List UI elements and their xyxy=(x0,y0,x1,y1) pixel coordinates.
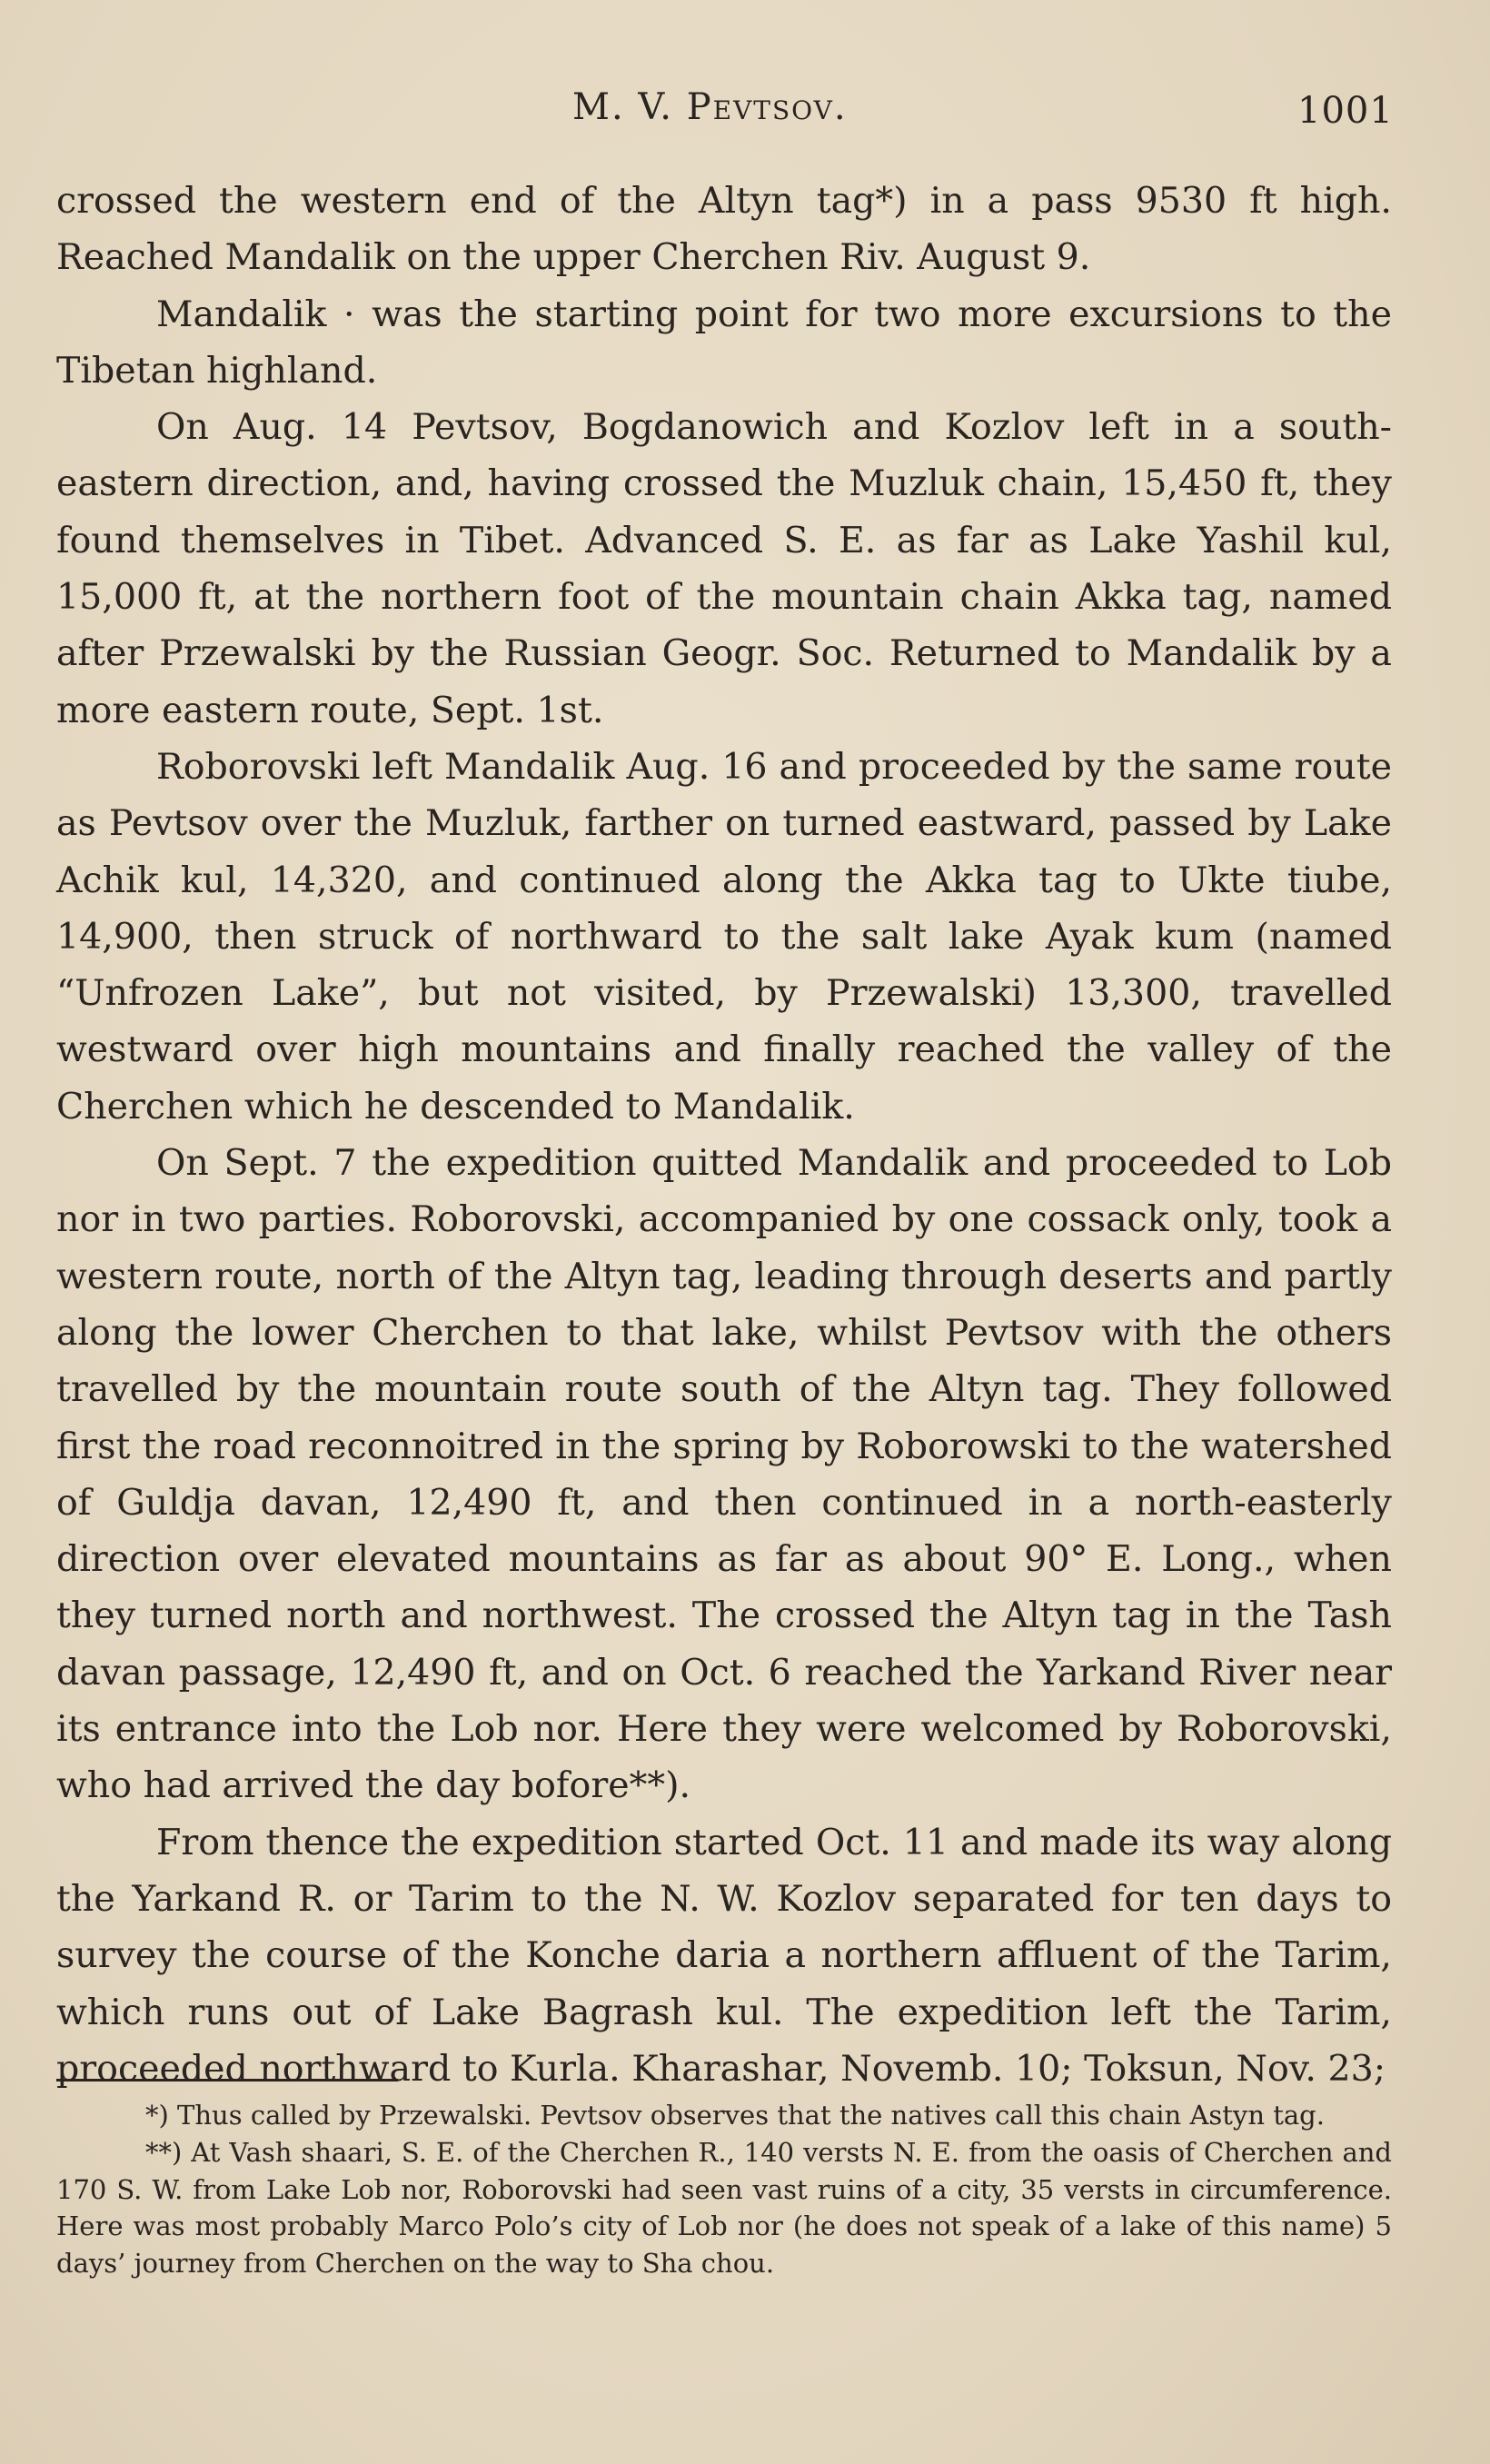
footnote: **) At Vash shaari, S. E. of the Cherchen R., 140 versts N. E. from the oasis of Cherchen and 170 S. W. from Lake Lob nor, Roborovski had seen vast ruins of a city, 35 versts in circumference. Here was most probably Marco Polo’s city of Lob nor (he does not speak of a lake of this name) 5 days’ journey from Cherchen on the way to Sha chou. xyxy=(56,2136,1392,2280)
paragraph: On Sept. 7 the expedition quitted Mandalik and proceeded to Lob nor in two parties. Roborovski, accompanied by one cossack only, took a western route, north of the Altyn tag, leading through deserts and partly along the lower Cherchen to that lake, whilst Pevtsov with the others travelled by the mountain route south of the Altyn tag. They followed first the road reconnoitred in the spring by Roborowski to the watershed of Guldja davan, 12,490 ft, and then continued in a north-easterly direction over elevated mountains as far as about 90° E. Long., when they turned north and northwest. The crossed the Altyn tag in the Tash davan passage, 12,490 ft, and on Oct. 6 reached the Yarkand River near its entrance into the Lob nor. Here they were welcomed by Roborovski, who had arrived the day bofore**). xyxy=(56,1142,1392,1807)
paragraph-continuation: crossed the western end of the Altyn tag*) in a pass 9530 ft high. Reached Mandalik on the upper Cherchen Riv. August 9. xyxy=(56,180,1392,279)
paragraph: Mandalik · was the starting point for two more excursions to the Tibetan highland. xyxy=(56,293,1392,392)
footnotes xyxy=(56,2097,1392,2282)
page-header xyxy=(0,86,1490,141)
footnote-divider xyxy=(56,2079,398,2081)
paragraph: From thence the expedition started Oct. 11 and made its way along the Yarkand R. or Tarim to the N. W. Kozlov separated for ten days to survey the course of the Konche daria a northern affluent of the Tarim, which runs out of Lake Bagrash kul. The expedition left the Tarim, proceeded northward to Kurla. Kharashar, Novemb. 10; Toksun, Nov. 23; xyxy=(56,1821,1392,2090)
running-head: M. V. Pevtsov. xyxy=(572,86,848,128)
page-number: 1001 xyxy=(1297,90,1394,132)
footnote: *) Thus called by Przewalski. Pevtsov observes that the natives call this chain Astyn tag. xyxy=(145,2100,1325,2131)
paragraph: Roborovski left Mandalik Aug. 16 and proceeded by the same route as Pevtsov over the Muzluk, farther on turned eastward, passed by Lake Achik kul, 14,320, and continued along the Akka tag to Ukte tiube, 14,900, then struck of northward to the salt lake Ayak kum (named “Unfrozen Lake”, but not visited, by Przewalski) 13,300, travelled westward over high mountains and finally reached the valley of the Cherchen which he descended to Mandalik. xyxy=(56,745,1392,1128)
main-text xyxy=(56,173,1392,2097)
paragraph: On Aug. 14 Pevtsov, Bogdanowich and Kozlov left in a south-eastern direction, and, having crossed the Muzluk chain, 15,450 ft, they found themselves in Tibet. Advanced S. E. as far as Lake Yashil kul, 15,000 ft, at the northern foot of the mountain chain Akka tag, named after Przewalski by the Russian Geogr. Soc. Returned to Mandalik by a more eastern route, Sept. 1st. xyxy=(56,406,1392,731)
